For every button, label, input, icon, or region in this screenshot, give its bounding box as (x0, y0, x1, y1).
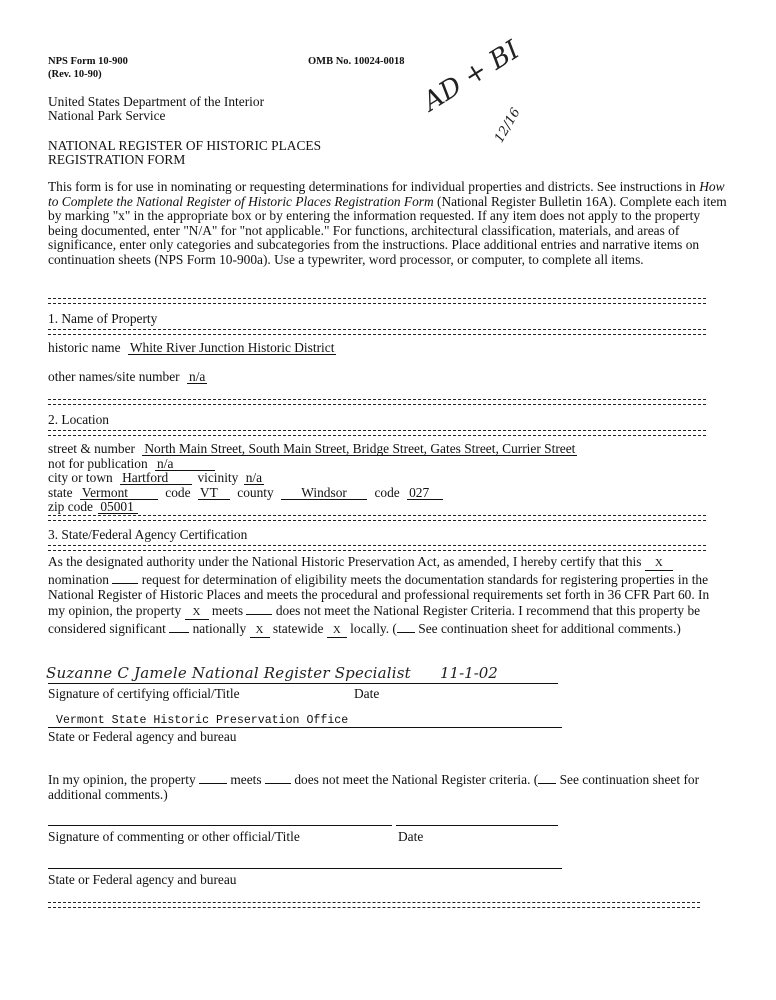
historic-name-label: historic name (48, 340, 121, 355)
city-field[interactable]: Hartford (120, 471, 192, 485)
section-2-heading: 2. Location (48, 412, 109, 427)
not-for-publication-row (48, 456, 215, 471)
section-1-heading: 1. Name of Property (48, 311, 158, 326)
instructions-paragraph: This form is for use in nominating or requesting determinations for individual properties and districts. See instructions in How to Complete the National Register of Historic Places Registration Form (National Register Bulletin 16A). Complete each item by marking "x" in the appropriate box or by entering the information requested. If any item does not apply to the property being documented, enter "N/A" for "not applicable." For functions, architectural classification, materials, and areas of significance, enter only categories and subcategories from the instructions. Place additional entries and narrative items on continuation sheets (NPS Form 10-900a). Use a typewriter, word processor, or computer, to complete all items. (48, 179, 727, 267)
comment-signature-label: Signature of commenting or other official/Title (48, 829, 300, 844)
section-divider (48, 399, 706, 405)
locally-field[interactable]: X (327, 624, 347, 638)
agency-service: National Park Service (48, 108, 166, 123)
zip-field[interactable]: 05001 (98, 500, 138, 514)
city-row (48, 470, 264, 485)
form-revision: (Rev. 10-90) (48, 69, 102, 80)
section-divider (48, 545, 706, 551)
other-names-field[interactable]: n/a (189, 369, 206, 384)
section-3-heading: 3. State/Federal Agency Certification (48, 527, 248, 542)
form-title: NATIONAL REGISTER OF HISTORIC PLACES (48, 138, 322, 153)
zip-row (48, 499, 138, 514)
other-names-row (48, 369, 207, 384)
comment-agency-label: State or Federal agency and bureau (48, 872, 237, 887)
state-field[interactable]: Vermont (80, 486, 158, 500)
nationally-field[interactable] (169, 620, 189, 633)
comment-date-line[interactable] (396, 825, 558, 826)
property-meets-field[interactable]: X (185, 606, 209, 620)
comment-agency-line[interactable] (48, 868, 562, 869)
agency-department: United States Department of the Interior (48, 94, 265, 109)
certification-paragraph: As the designated authority under the National Historic Preservation Act, as amended, I hereby certify that this X nomination request for determination of eligibility meets the documentation standards for registering properties in the National Register of Historic Places and meets the procedural and professional requirements set forth in 36 CFR Part 60. In my opinion, the property X meets does not meet the National Register Criteria. I recommend that this property be considered significant nationally X statewide X locally. ( See continuation sheet for additional comments.) (48, 554, 710, 637)
zip-label: zip code (48, 499, 93, 514)
certifying-signature-date: 11-1-02 (440, 664, 498, 682)
opinion-paragraph: In my opinion, the property meets does not meet the National Register criteria. ( See continuation sheet for additional comments.) (48, 772, 700, 802)
street-label: street & number (48, 441, 136, 456)
state-code-label: code (165, 485, 191, 500)
section-divider (48, 515, 706, 521)
certifying-signature: Suzanne C Jamele National Register Specialist (46, 664, 411, 682)
opinion-continuation-field[interactable] (538, 771, 556, 784)
certify-request-field[interactable] (112, 571, 138, 584)
county-code-field[interactable]: 027 (407, 486, 443, 500)
county-label: county (237, 485, 274, 500)
opinion-meets-field[interactable] (199, 771, 227, 784)
agency-label: State or Federal agency and bureau (48, 729, 237, 744)
form-subtitle: REGISTRATION FORM (48, 152, 186, 167)
other-names-label: other names/site number (48, 369, 180, 384)
vicinity-label: vicinity (197, 470, 239, 485)
section-divider (48, 298, 706, 304)
certify-nomination-field[interactable]: X (645, 557, 673, 571)
handwritten-mark: 12/16 (492, 105, 524, 146)
not-for-publication-field[interactable]: n/a (155, 457, 215, 471)
statewide-field[interactable]: X (250, 624, 270, 638)
historic-name-row (48, 340, 336, 355)
agency-line[interactable] (48, 727, 562, 728)
street-field[interactable]: North Main Street, South Main Street, Bridge Street, Gates Street, Currier Street (144, 441, 576, 456)
signature-date-label: Date (354, 686, 380, 701)
certifying-agency-value: Vermont State Historic Preservation Office (56, 714, 349, 727)
omb-number: OMB No. 10024-0018 (308, 56, 405, 67)
section-divider (48, 329, 706, 335)
section-divider (48, 430, 706, 436)
continuation-sheet-field[interactable] (397, 620, 415, 633)
property-does-not-meet-field[interactable] (246, 602, 272, 615)
state-code-field[interactable]: VT (198, 486, 230, 500)
street-row (48, 441, 577, 456)
opinion-does-not-meet-field[interactable] (265, 771, 291, 784)
section-divider (48, 902, 700, 908)
county-field[interactable]: Windsor (281, 486, 367, 500)
vicinity-field[interactable]: n/a (245, 470, 263, 485)
county-code-label: code (374, 485, 400, 500)
signature-line[interactable] (48, 683, 558, 684)
form-number: NPS Form 10-900 (48, 56, 128, 67)
comment-signature-line[interactable] (48, 825, 392, 826)
city-label: city or town (48, 470, 113, 485)
state-row (48, 485, 443, 500)
handwritten-initials: AD + BI (418, 35, 525, 118)
state-label: state (48, 485, 73, 500)
signature-label: Signature of certifying official/Title (48, 686, 240, 701)
historic-name-field[interactable]: White River Junction Historic District (129, 340, 335, 355)
not-for-publication-label: not for publication (48, 456, 148, 471)
comment-date-label: Date (398, 829, 424, 844)
